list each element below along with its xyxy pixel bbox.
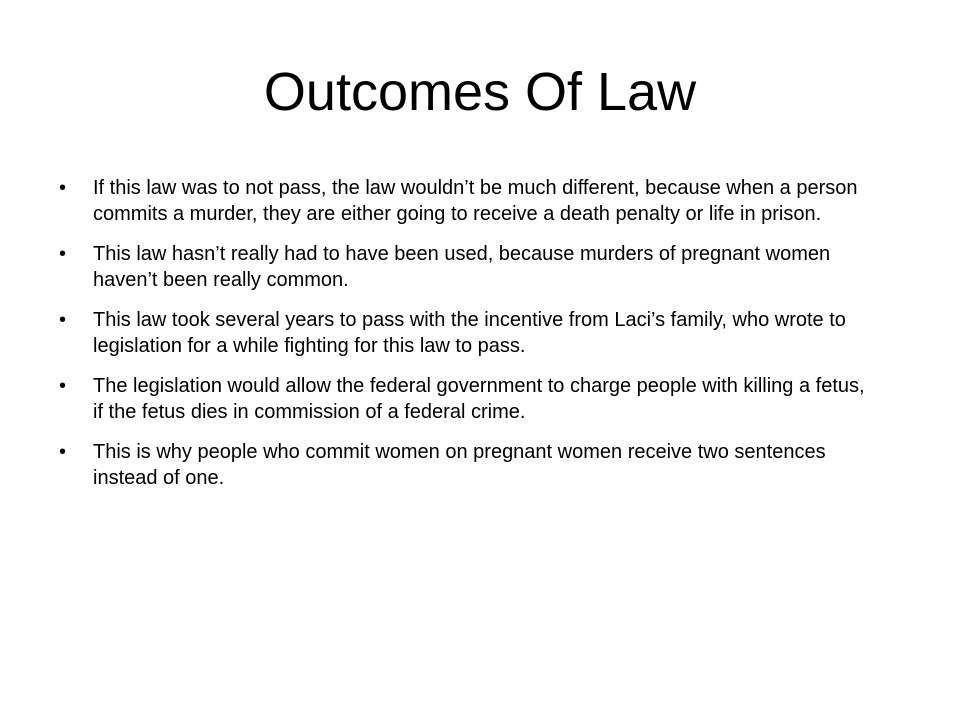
bullet-dot-icon: • <box>59 243 67 265</box>
slide-title: Outcomes Of Law <box>263 62 697 122</box>
bullet-item <box>58 241 878 293</box>
bullet-dot-icon: • <box>59 441 67 463</box>
bullet-text: This law hasn’t really had to have been used, because murders of pregnant women haven’t been really common. <box>93 243 831 291</box>
bullet-text: This is why people who commit women on pregnant women receive two sentences instead of one. <box>93 441 826 489</box>
bullet-text: This law took several years to pass with the incentive from Laci’s family, who wrote to legislation for a while fighting for this law to pass. <box>93 309 846 357</box>
bullet-dot-icon: • <box>59 375 67 397</box>
bullet-dot-icon: • <box>59 309 67 331</box>
bullet-text: If this law was to not pass, the law wouldn’t be much different, because when a person commits a murder, they are either going to receive a death penalty or life in prison. <box>93 177 858 225</box>
bullet-dot-icon: • <box>59 177 67 199</box>
bullet-item <box>58 175 878 227</box>
bullet-item <box>58 439 878 491</box>
bullet-item <box>58 307 878 359</box>
bullet-item <box>58 373 878 425</box>
bullet-text: The legislation would allow the federal government to charge people with killing a fetus, if the fetus dies in commission of a federal crime. <box>93 375 865 423</box>
bullet-list <box>58 175 878 505</box>
